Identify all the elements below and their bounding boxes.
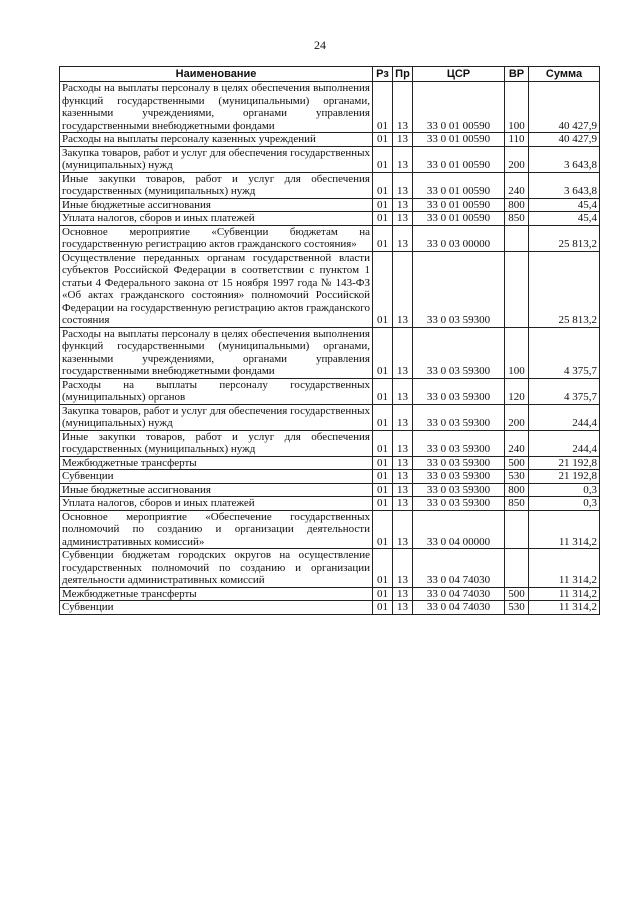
- cell-name: Закупка товаров, работ и услуг для обеспечения государственных (муниципальных) нужд: [60, 404, 373, 430]
- cell-rz: 01: [373, 510, 393, 549]
- cell-rz: 01: [373, 497, 393, 511]
- table-body: [60, 82, 600, 615]
- cell-rz: 01: [373, 378, 393, 404]
- cell-rz: 01: [373, 82, 393, 133]
- cell-name: Закупка товаров, работ и услуг для обеспечения государственных (муниципальных) нужд: [60, 146, 373, 172]
- cell-name: Иные закупки товаров, работ и услуг для обеспечения государственных (муниципальных) нужд: [60, 430, 373, 456]
- cell-csr: 33 0 03 59300: [413, 430, 505, 456]
- cell-name: Расходы на выплаты персоналу в целях обеспечения выполнения функций государственными (муниципальными) органами, казенными учреждениями, органами управления государственными внебюджетными фондами: [60, 82, 373, 133]
- cell-vr: 240: [505, 430, 529, 456]
- table-row: [60, 82, 600, 133]
- cell-rz: 01: [373, 587, 393, 601]
- cell-csr: 33 0 01 00590: [413, 133, 505, 147]
- cell-csr: 33 0 03 59300: [413, 456, 505, 470]
- cell-sum: 3 643,8: [529, 146, 600, 172]
- table-row: [60, 212, 600, 226]
- cell-vr: 110: [505, 133, 529, 147]
- cell-rz: 01: [373, 251, 393, 327]
- header-vr: ВР: [505, 67, 529, 82]
- cell-pr: 13: [393, 327, 413, 378]
- cell-sum: 21 192,8: [529, 456, 600, 470]
- cell-vr: 850: [505, 212, 529, 226]
- table-row: [60, 133, 600, 147]
- cell-rz: 01: [373, 172, 393, 198]
- table-row: [60, 146, 600, 172]
- cell-csr: 33 0 04 74030: [413, 549, 505, 588]
- header-pr: Пр: [393, 67, 413, 82]
- table-row: [60, 198, 600, 212]
- header-rz: Рз: [373, 67, 393, 82]
- cell-vr: 200: [505, 404, 529, 430]
- cell-sum: 25 813,2: [529, 225, 600, 251]
- cell-vr: 530: [505, 470, 529, 484]
- cell-vr: [505, 549, 529, 588]
- cell-sum: 4 375,7: [529, 378, 600, 404]
- cell-pr: 13: [393, 430, 413, 456]
- cell-rz: 01: [373, 327, 393, 378]
- cell-rz: 01: [373, 601, 393, 615]
- cell-pr: 13: [393, 549, 413, 588]
- header-csr: ЦСР: [413, 67, 505, 82]
- cell-name: Межбюджетные трансферты: [60, 456, 373, 470]
- table-row: [60, 601, 600, 615]
- cell-rz: 01: [373, 456, 393, 470]
- cell-csr: 33 0 01 00590: [413, 146, 505, 172]
- budget-table: [59, 66, 600, 615]
- cell-sum: 244,4: [529, 404, 600, 430]
- cell-csr: 33 0 04 00000: [413, 510, 505, 549]
- cell-sum: 45,4: [529, 212, 600, 226]
- header-sum: Сумма: [529, 67, 600, 82]
- cell-pr: 13: [393, 225, 413, 251]
- cell-rz: 01: [373, 549, 393, 588]
- cell-vr: 800: [505, 198, 529, 212]
- cell-name: Основное мероприятие «Обеспечение государственных полномочий по созданию и организации деятельности административных комиссий»: [60, 510, 373, 549]
- cell-pr: 13: [393, 470, 413, 484]
- table-row: [60, 470, 600, 484]
- table-row: [60, 456, 600, 470]
- cell-sum: 0,3: [529, 483, 600, 497]
- cell-pr: 13: [393, 456, 413, 470]
- cell-name: Расходы на выплаты персоналу казенных учреждений: [60, 133, 373, 147]
- cell-csr: 33 0 04 74030: [413, 601, 505, 615]
- cell-pr: 13: [393, 133, 413, 147]
- cell-csr: 33 0 01 00590: [413, 198, 505, 212]
- cell-vr: 120: [505, 378, 529, 404]
- cell-name: Субвенции бюджетам городских округов на осуществление государственных полномочий по созданию и организации деятельности административных комиссий: [60, 549, 373, 588]
- cell-name: Уплата налогов, сборов и иных платежей: [60, 497, 373, 511]
- cell-name: Межбюджетные трансферты: [60, 587, 373, 601]
- table-row: [60, 483, 600, 497]
- cell-csr: 33 0 03 59300: [413, 251, 505, 327]
- cell-csr: 33 0 01 00590: [413, 172, 505, 198]
- cell-sum: 0,3: [529, 497, 600, 511]
- cell-rz: 01: [373, 483, 393, 497]
- cell-name: Расходы на выплаты персоналу государственных (муниципальных) органов: [60, 378, 373, 404]
- cell-vr: [505, 251, 529, 327]
- table-row: [60, 172, 600, 198]
- cell-csr: 33 0 01 00590: [413, 212, 505, 226]
- cell-name: Субвенции: [60, 601, 373, 615]
- cell-pr: 13: [393, 497, 413, 511]
- table-row: [60, 510, 600, 549]
- cell-name: Иные бюджетные ассигнования: [60, 483, 373, 497]
- cell-pr: 13: [393, 404, 413, 430]
- cell-vr: 500: [505, 456, 529, 470]
- cell-vr: [505, 225, 529, 251]
- cell-rz: 01: [373, 146, 393, 172]
- cell-sum: 21 192,8: [529, 470, 600, 484]
- cell-sum: 4 375,7: [529, 327, 600, 378]
- cell-csr: 33 0 03 59300: [413, 470, 505, 484]
- cell-csr: 33 0 03 59300: [413, 497, 505, 511]
- header-row: [60, 67, 600, 82]
- cell-vr: 100: [505, 82, 529, 133]
- table-row: [60, 497, 600, 511]
- cell-rz: 01: [373, 430, 393, 456]
- cell-rz: 01: [373, 470, 393, 484]
- cell-sum: 244,4: [529, 430, 600, 456]
- cell-sum: 45,4: [529, 198, 600, 212]
- table-row: [60, 378, 600, 404]
- cell-name: Расходы на выплаты персоналу в целях обеспечения выполнения функций государственными (муниципальными) органами, казенными учреждениями, органами управления государственными внебюджетными фондами: [60, 327, 373, 378]
- cell-name: Субвенции: [60, 470, 373, 484]
- header-name: Наименование: [60, 67, 373, 82]
- cell-vr: 800: [505, 483, 529, 497]
- cell-csr: 33 0 03 59300: [413, 378, 505, 404]
- cell-rz: 01: [373, 198, 393, 212]
- cell-vr: 850: [505, 497, 529, 511]
- cell-pr: 13: [393, 601, 413, 615]
- table-row: [60, 327, 600, 378]
- cell-vr: 200: [505, 146, 529, 172]
- cell-vr: 500: [505, 587, 529, 601]
- cell-pr: 13: [393, 251, 413, 327]
- table-row: [60, 404, 600, 430]
- cell-sum: 11 314,2: [529, 601, 600, 615]
- cell-sum: 11 314,2: [529, 587, 600, 601]
- table-row: [60, 587, 600, 601]
- table-row: [60, 225, 600, 251]
- table-row: [60, 251, 600, 327]
- cell-sum: 3 643,8: [529, 172, 600, 198]
- cell-sum: 11 314,2: [529, 510, 600, 549]
- cell-pr: 13: [393, 198, 413, 212]
- cell-sum: 40 427,9: [529, 133, 600, 147]
- cell-rz: 01: [373, 133, 393, 147]
- cell-name: Иные бюджетные ассигнования: [60, 198, 373, 212]
- cell-csr: 33 0 03 59300: [413, 404, 505, 430]
- cell-csr: 33 0 03 59300: [413, 483, 505, 497]
- cell-sum: 25 813,2: [529, 251, 600, 327]
- cell-pr: 13: [393, 82, 413, 133]
- cell-vr: 530: [505, 601, 529, 615]
- cell-csr: 33 0 01 00590: [413, 82, 505, 133]
- cell-csr: 33 0 03 00000: [413, 225, 505, 251]
- page-number: 24: [314, 38, 326, 52]
- cell-pr: 13: [393, 378, 413, 404]
- cell-csr: 33 0 04 74030: [413, 587, 505, 601]
- cell-vr: 100: [505, 327, 529, 378]
- cell-sum: 40 427,9: [529, 82, 600, 133]
- cell-vr: 240: [505, 172, 529, 198]
- cell-pr: 13: [393, 483, 413, 497]
- cell-name: Уплата налогов, сборов и иных платежей: [60, 212, 373, 226]
- cell-vr: [505, 510, 529, 549]
- table-row: [60, 549, 600, 588]
- cell-rz: 01: [373, 404, 393, 430]
- cell-name: Основное мероприятие «Субвенции бюджетам на государственную регистрацию актов гражданского состояния»: [60, 225, 373, 251]
- cell-sum: 11 314,2: [529, 549, 600, 588]
- table-row: [60, 430, 600, 456]
- cell-rz: 01: [373, 225, 393, 251]
- cell-name: Осуществление переданных органам государственной власти субъектов Российской Федерации в соответствии с пунктом 1 статьи 4 Федерального закона от 15 ноября 1997 года № 143-ФЗ «Об актах гражданского состояния» полномочий Российской Федерации на государственную регистрацию актов гражданского состояния: [60, 251, 373, 327]
- cell-name: Иные закупки товаров, работ и услуг для обеспечения государственных (муниципальных) нужд: [60, 172, 373, 198]
- cell-pr: 13: [393, 510, 413, 549]
- cell-pr: 13: [393, 212, 413, 226]
- cell-pr: 13: [393, 587, 413, 601]
- cell-pr: 13: [393, 146, 413, 172]
- cell-rz: 01: [373, 212, 393, 226]
- cell-csr: 33 0 03 59300: [413, 327, 505, 378]
- cell-pr: 13: [393, 172, 413, 198]
